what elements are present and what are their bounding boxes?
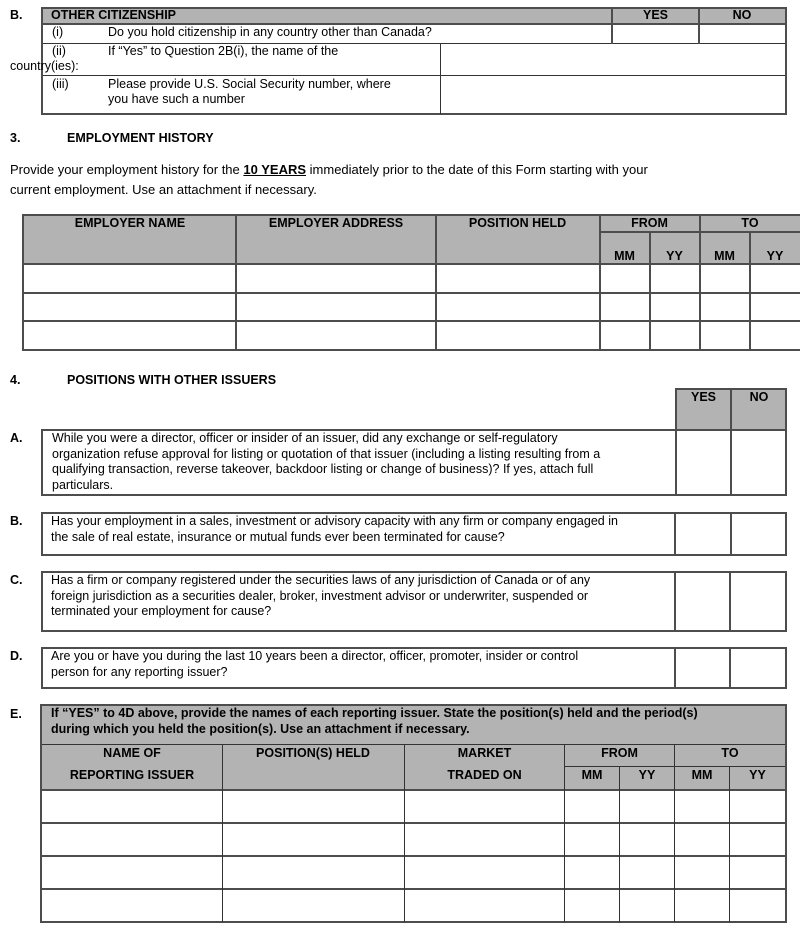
no-header: NO (749, 390, 769, 404)
from-yy-field[interactable] (620, 791, 674, 822)
question-letter: C. (10, 573, 23, 587)
from-yy-field[interactable] (620, 824, 674, 855)
question-c-no-checkbox[interactable] (731, 573, 784, 629)
position-held-field[interactable] (437, 294, 598, 319)
citizenship-yes-checkbox[interactable] (613, 25, 697, 43)
question-letter: A. (10, 431, 23, 445)
header-to: TO (741, 216, 759, 230)
from-mm-field[interactable] (565, 791, 619, 822)
from-mm-field[interactable] (601, 322, 648, 348)
from-yy-field[interactable] (620, 890, 674, 921)
to-yy-field[interactable] (730, 824, 785, 855)
question-line: organization refuse approval for listing or quotation of that issuer (including a listing resulting from a (52, 446, 601, 461)
country-question-cont: country(ies): (10, 59, 79, 73)
section-letter: B. (10, 8, 23, 22)
header-market: MARKET (457, 746, 512, 760)
question-line: particulars. (52, 477, 114, 492)
header-positions-held: POSITION(S) HELD (256, 746, 370, 760)
question-d-yes-checkbox[interactable] (676, 649, 728, 686)
position-held-field[interactable] (437, 322, 598, 348)
header-to-mm: MM (691, 768, 713, 782)
row-number: (i) (52, 25, 64, 39)
to-yy-field[interactable] (730, 890, 785, 921)
question-line: the sale of real estate, insurance or mutual funds ever been terminated for cause? (51, 529, 505, 544)
header-reporting-issuer: REPORTING ISSUER (69, 768, 195, 782)
header-from: FROM (631, 216, 668, 230)
issuer-name-field[interactable] (42, 857, 222, 888)
header-employer-name: EMPLOYER NAME (74, 216, 186, 230)
to-mm-field[interactable] (701, 294, 748, 319)
ssn-question: Please provide U.S. Social Security number, where (108, 77, 391, 91)
from-mm-field[interactable] (565, 824, 619, 855)
header-to-mm: MM (714, 249, 735, 263)
question-a-text (52, 431, 600, 493)
question-line: person for any reporting issuer? (51, 664, 228, 679)
to-mm-field[interactable] (701, 265, 748, 291)
country-names-field[interactable] (442, 45, 784, 74)
question-line: While you were a director, officer or insider of an issuer, did any exchange or self-regulatory (52, 431, 558, 445)
market-traded-field[interactable] (405, 791, 564, 822)
question-b-text (51, 514, 618, 545)
citizenship-question: Do you hold citizenship in any country other than Canada? (108, 25, 432, 39)
header-from-yy: YY (666, 249, 683, 263)
employer-name-field[interactable] (24, 322, 234, 348)
question-line: qualifying transaction, reverse takeover, backdoor listing or change of business)? If yes, attach full (52, 462, 594, 476)
intro-text: Provide your employment history for the (10, 162, 244, 177)
from-yy-field[interactable] (651, 322, 698, 348)
intro-emphasis: 10 YEARS (243, 162, 307, 177)
question-letter: B. (10, 514, 23, 528)
position-held-field[interactable] (223, 791, 404, 822)
question-letter: D. (10, 649, 23, 663)
header-traded-on: TRADED ON (447, 768, 522, 782)
ssn-question-cont: you have such a number (108, 92, 245, 106)
header-from: FROM (601, 746, 638, 760)
issuer-name-field[interactable] (42, 890, 222, 921)
market-traded-field[interactable] (405, 824, 564, 855)
question-line: Has a firm or company registered under the securities laws of any jurisdiction of Canada or of any (51, 573, 591, 587)
to-mm-field[interactable] (675, 824, 729, 855)
question-letter: E. (10, 707, 22, 721)
header-to-yy: YY (749, 768, 766, 782)
header-from-yy: YY (638, 768, 656, 782)
header-employer-address: EMPLOYER ADDRESS (268, 216, 404, 230)
no-header: NO (732, 8, 752, 22)
to-yy-field[interactable] (730, 857, 785, 888)
employer-name-field[interactable] (24, 265, 234, 291)
position-held-field[interactable] (223, 824, 404, 855)
question-c-yes-checkbox[interactable] (676, 573, 728, 629)
to-mm-field[interactable] (675, 890, 729, 921)
from-yy-field[interactable] (651, 265, 698, 291)
from-yy-field[interactable] (651, 294, 698, 319)
issuer-name-field[interactable] (42, 791, 222, 822)
to-yy-field[interactable] (751, 294, 800, 319)
header-to: TO (721, 746, 739, 760)
question-line: terminated your employment for cause? (51, 604, 272, 618)
header-position-held: POSITION HELD (468, 216, 567, 230)
section-title: POSITIONS WITH OTHER ISSUERS (67, 373, 277, 387)
issuer-name-field[interactable] (42, 824, 222, 855)
country-question: If “Yes” to Question 2B(i), the name of the (108, 44, 339, 58)
section-number: 3. (10, 131, 21, 145)
question-b-yes-checkbox[interactable] (676, 514, 729, 553)
employment-intro (10, 162, 648, 177)
market-traded-field[interactable] (405, 890, 564, 921)
question-line: Has your employment in a sales, investment or advisory capacity with any firm or company engaged in (51, 514, 618, 528)
employer-address-field[interactable] (237, 265, 434, 291)
from-mm-field[interactable] (565, 890, 619, 921)
question-e-instructions (51, 706, 698, 737)
citizenship-no-checkbox[interactable] (700, 25, 784, 43)
citizenship-title: OTHER CITIZENSHIP (51, 8, 177, 22)
from-mm-field[interactable] (565, 857, 619, 888)
ssn-field[interactable] (442, 77, 784, 112)
question-a-no-checkbox[interactable] (732, 431, 784, 493)
question-d-text (51, 649, 578, 680)
question-b-no-checkbox[interactable] (732, 514, 784, 553)
to-yy-field[interactable] (730, 791, 785, 822)
to-mm-field[interactable] (675, 791, 729, 822)
header-to-yy: YY (766, 249, 784, 263)
position-held-field[interactable] (223, 890, 404, 921)
to-mm-field[interactable] (675, 857, 729, 888)
section-title: EMPLOYMENT HISTORY (67, 131, 214, 145)
market-traded-field[interactable] (405, 857, 564, 888)
instruction-line: If “YES” to 4D above, provide the names of each reporting issuer. State the position(s) held and the period(s) (51, 706, 698, 720)
to-yy-field[interactable] (751, 322, 800, 348)
question-d-no-checkbox[interactable] (731, 649, 784, 686)
question-line: Are you or have you during the last 10 years been a director, officer, promoter, insider or control (51, 649, 579, 663)
yes-header: YES (690, 390, 716, 404)
question-c-text (51, 573, 590, 620)
question-line: foreign jurisdiction as a securities dealer, broker, investment advisor or underwriter, suspended or (51, 588, 589, 603)
row-number: (ii) (52, 44, 66, 58)
instruction-line: during which you held the position(s). Use an attachment if necessary. (51, 721, 470, 736)
section-number: 4. (10, 373, 21, 387)
from-mm-field[interactable] (601, 265, 648, 291)
header-from-mm: MM (614, 249, 635, 263)
employer-name-field[interactable] (24, 294, 234, 319)
from-yy-field[interactable] (620, 857, 674, 888)
intro-text: immediately prior to the date of this Form starting with your (306, 162, 648, 177)
header-name-of: NAME OF (103, 746, 161, 760)
row-number: (iii) (52, 77, 69, 91)
position-held-field[interactable] (223, 857, 404, 888)
to-mm-field[interactable] (701, 322, 748, 348)
from-mm-field[interactable] (601, 294, 648, 319)
yes-header: YES (642, 8, 668, 22)
position-held-field[interactable] (437, 265, 598, 291)
employer-address-field[interactable] (237, 322, 434, 348)
header-from-mm: MM (581, 768, 603, 782)
employment-intro-line2: current employment. Use an attachment if necessary. (10, 182, 317, 197)
question-a-yes-checkbox[interactable] (677, 431, 729, 493)
to-yy-field[interactable] (751, 265, 800, 291)
employer-address-field[interactable] (237, 294, 434, 319)
